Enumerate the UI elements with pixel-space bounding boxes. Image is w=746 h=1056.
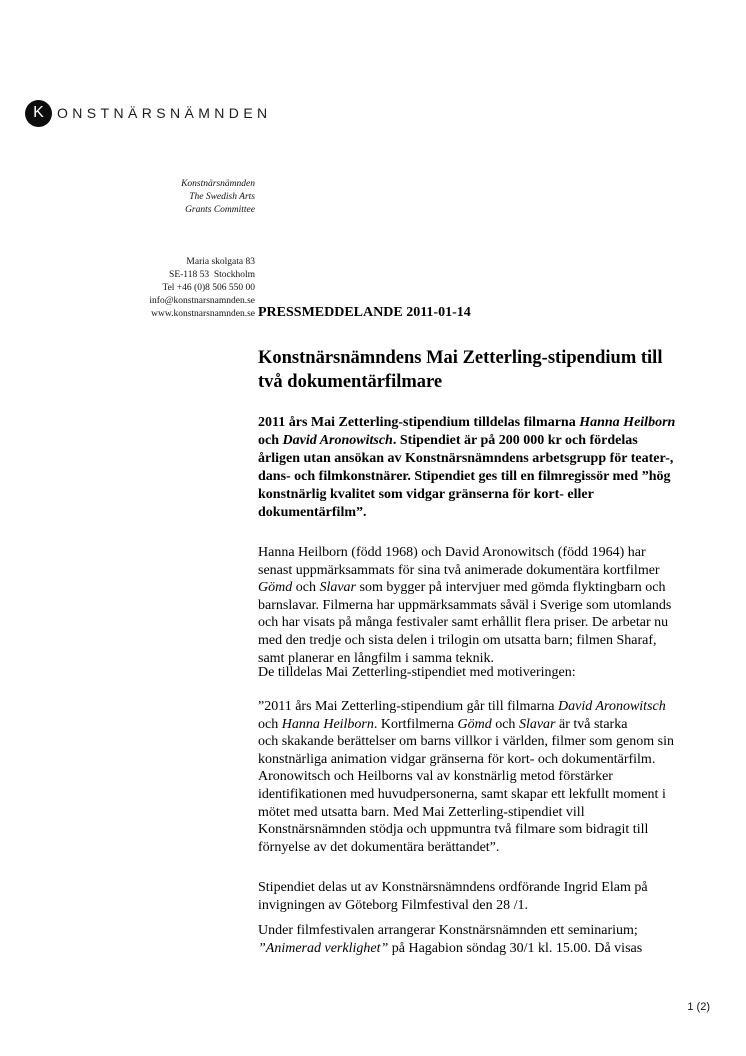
organization-logo [25,99,272,127]
intro-paragraph: 2011 års Mai Zetterling-stipendium tilldelas filmarna Hanna Heilborn och David Aronowitsch. Stipendiet är på 200 000 kr och fördelas årligen utan ansökan av Konstnärsnämndens arbetsgrupp för teater-, dans- och filmkonstnärer. Stipendiet ges till en filmregissör med ”hög konstnärlig kvalitet som vidgar gränserna för kort- eller dokumentärfilm”. [258,415,676,520]
seminar-paragraph: Under filmfestivalen arrangerar Konstnärsnämnden ett seminarium; ”Animerad verklighet” på Hagabion söndag 30/1 kl. 15.00. Då visas [258,923,643,956]
press-release-label: PRESSMEDDELANDE 2011-01-14 [258,305,471,320]
motivation-lead-in: De tilldelas Mai Zetterling-stipendiet med motiveringen: [258,665,576,680]
page-number: 1 (2) [687,1001,710,1013]
letterhead-org-name: Konstnärsnämnden The Swedish Arts Grants Committee [181,179,255,215]
award-ceremony-paragraph: Stipendiet delas ut av Konstnärsnämndens ordförande Ingrid Elam på invigningen av Göteborg Filmfestival den 28 /1. [258,880,648,913]
logo-wordmark: ONSTNÄRSNÄMNDEN [57,105,272,121]
document-title: Konstnärsnämndens Mai Zetterling-stipendium till två dokumentärfilmare [258,348,663,392]
laureates-paragraph: Hanna Heilborn (född 1968) och David Aronowitsch (född 1964) har senast uppmärksammats för sina två animerade dokumentära kortfilmer Gömd och Slavar som bygger på intervjuer med gömda flyktingbarn och barnslavar. Filmerna har uppmärksammats såväl i Sverige som utomlands och har visats på många festivaler samt erhållit flera priser. De arbetar nu med den tredje och sista delen i trilogin om utsatta barn; filmen Sharaf, samt planerar en långfilm i samma teknik. [258,545,672,666]
letterhead-contact-block [35,152,255,347]
motivation-quote-paragraph: ”2011 års Mai Zetterling-stipendium går till filmarna David Aronowitsch och Hanna Heilborn. Kortfilmerna Gömd och Slavar är två starka och skakande berättelser om barns villkor i världen, filmer som genom sin konstnärliga animation vidgar gränserna för kort- och dokumentärfilm. Aronowitsch och Heilborns val av konstnärlig metod förstärker identifikationen med huvudpersonerna, samt skapar ett lekfullt moment i mötet med utsatta barn. Med Mai Zetterling-stipendiet vill Konstnärsnämnden stödja och uppmuntra två filmare som bidragit till förnyelse av det dokumentära berättandet”. [258,699,675,855]
letterhead-address: Maria skolgata 83 SE-118 53 Stockholm Tel +46 (0)8 506 550 00 info@konstnarsnamnden.se www.konstnarsnamnden.se [149,257,255,319]
logo-k-badge-icon: K [25,100,52,127]
